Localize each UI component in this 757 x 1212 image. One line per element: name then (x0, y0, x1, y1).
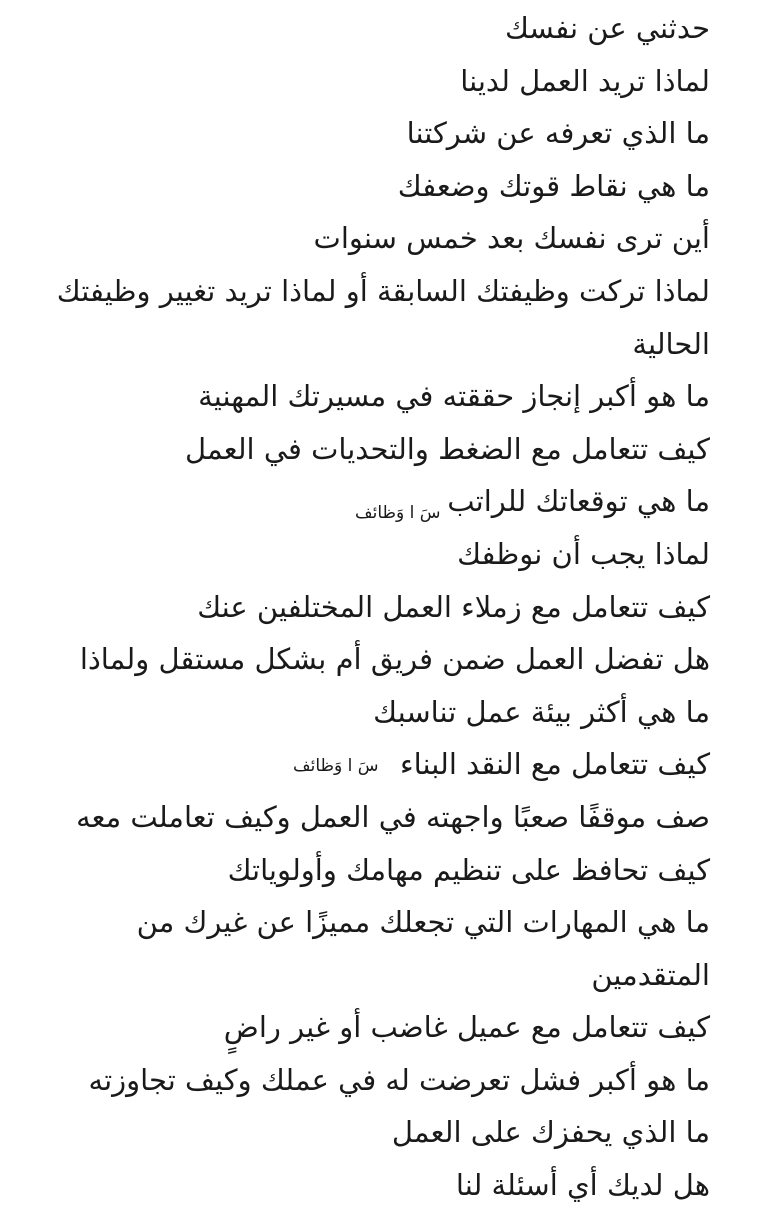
question-line: كيف تتعامل مع زملاء العمل المختلفين عنك (197, 589, 710, 624)
question-line: هل تفضل العمل ضمن فريق أم بشكل مستقل ولماذا (79, 642, 710, 677)
question-line-continuation: الحالية (632, 326, 710, 361)
question-line: هل لديك أي أسئلة لنا (455, 1168, 710, 1203)
question-line: كيف تتعامل مع النقد البناء (400, 747, 710, 782)
interview-questions-list (48, 0, 710, 1212)
question-line: أين ترى نفسك بعد خمس سنوات (313, 221, 710, 256)
watermark-text: سَ ا وَظائف (355, 503, 441, 523)
question-line: ما الذي يحفزك على العمل (391, 1115, 710, 1150)
question-line: ما هي نقاط قوتك وضعفك (397, 168, 710, 203)
question-line: كيف تتعامل مع عميل غاضب أو غير راضٍ (223, 1010, 710, 1045)
question-line: ما هي أكثر بيئة عمل تناسبك (373, 694, 710, 729)
question-line: ما هو أكبر فشل تعرضت له في عملك وكيف تجاوزته (88, 1062, 710, 1097)
question-line: كيف تتعامل مع الضغط والتحديات في العمل (184, 431, 710, 466)
question-line: كيف تحافظ على تنظيم مهامك وأولوياتك (227, 852, 710, 887)
watermark-text: سَ ا وَظائف (293, 756, 379, 776)
question-line: ما الذي تعرفه عن شركتنا (406, 116, 710, 151)
question-line: لماذا تركت وظيفتك السابقة أو لماذا تريد تغيير وظيفتك (56, 273, 710, 308)
question-line: حدثني عن نفسك (504, 11, 710, 45)
question-line: صف موقفًا صعبًا واجهته في العمل وكيف تعاملت معه (76, 799, 710, 834)
question-line-continuation: المتقدمين (591, 957, 710, 992)
question-line: لماذا يجب أن نوظفك (457, 536, 710, 571)
question-line: لماذا تريد العمل لدينا (460, 63, 710, 98)
question-line: ما هي المهارات التي تجعلك مميزًا عن غيرك من (136, 905, 710, 940)
question-line: ما هو أكبر إنجاز حققته في مسيرتك المهنية (198, 379, 710, 414)
question-line: ما هي توقعاتك للراتب (447, 484, 710, 519)
